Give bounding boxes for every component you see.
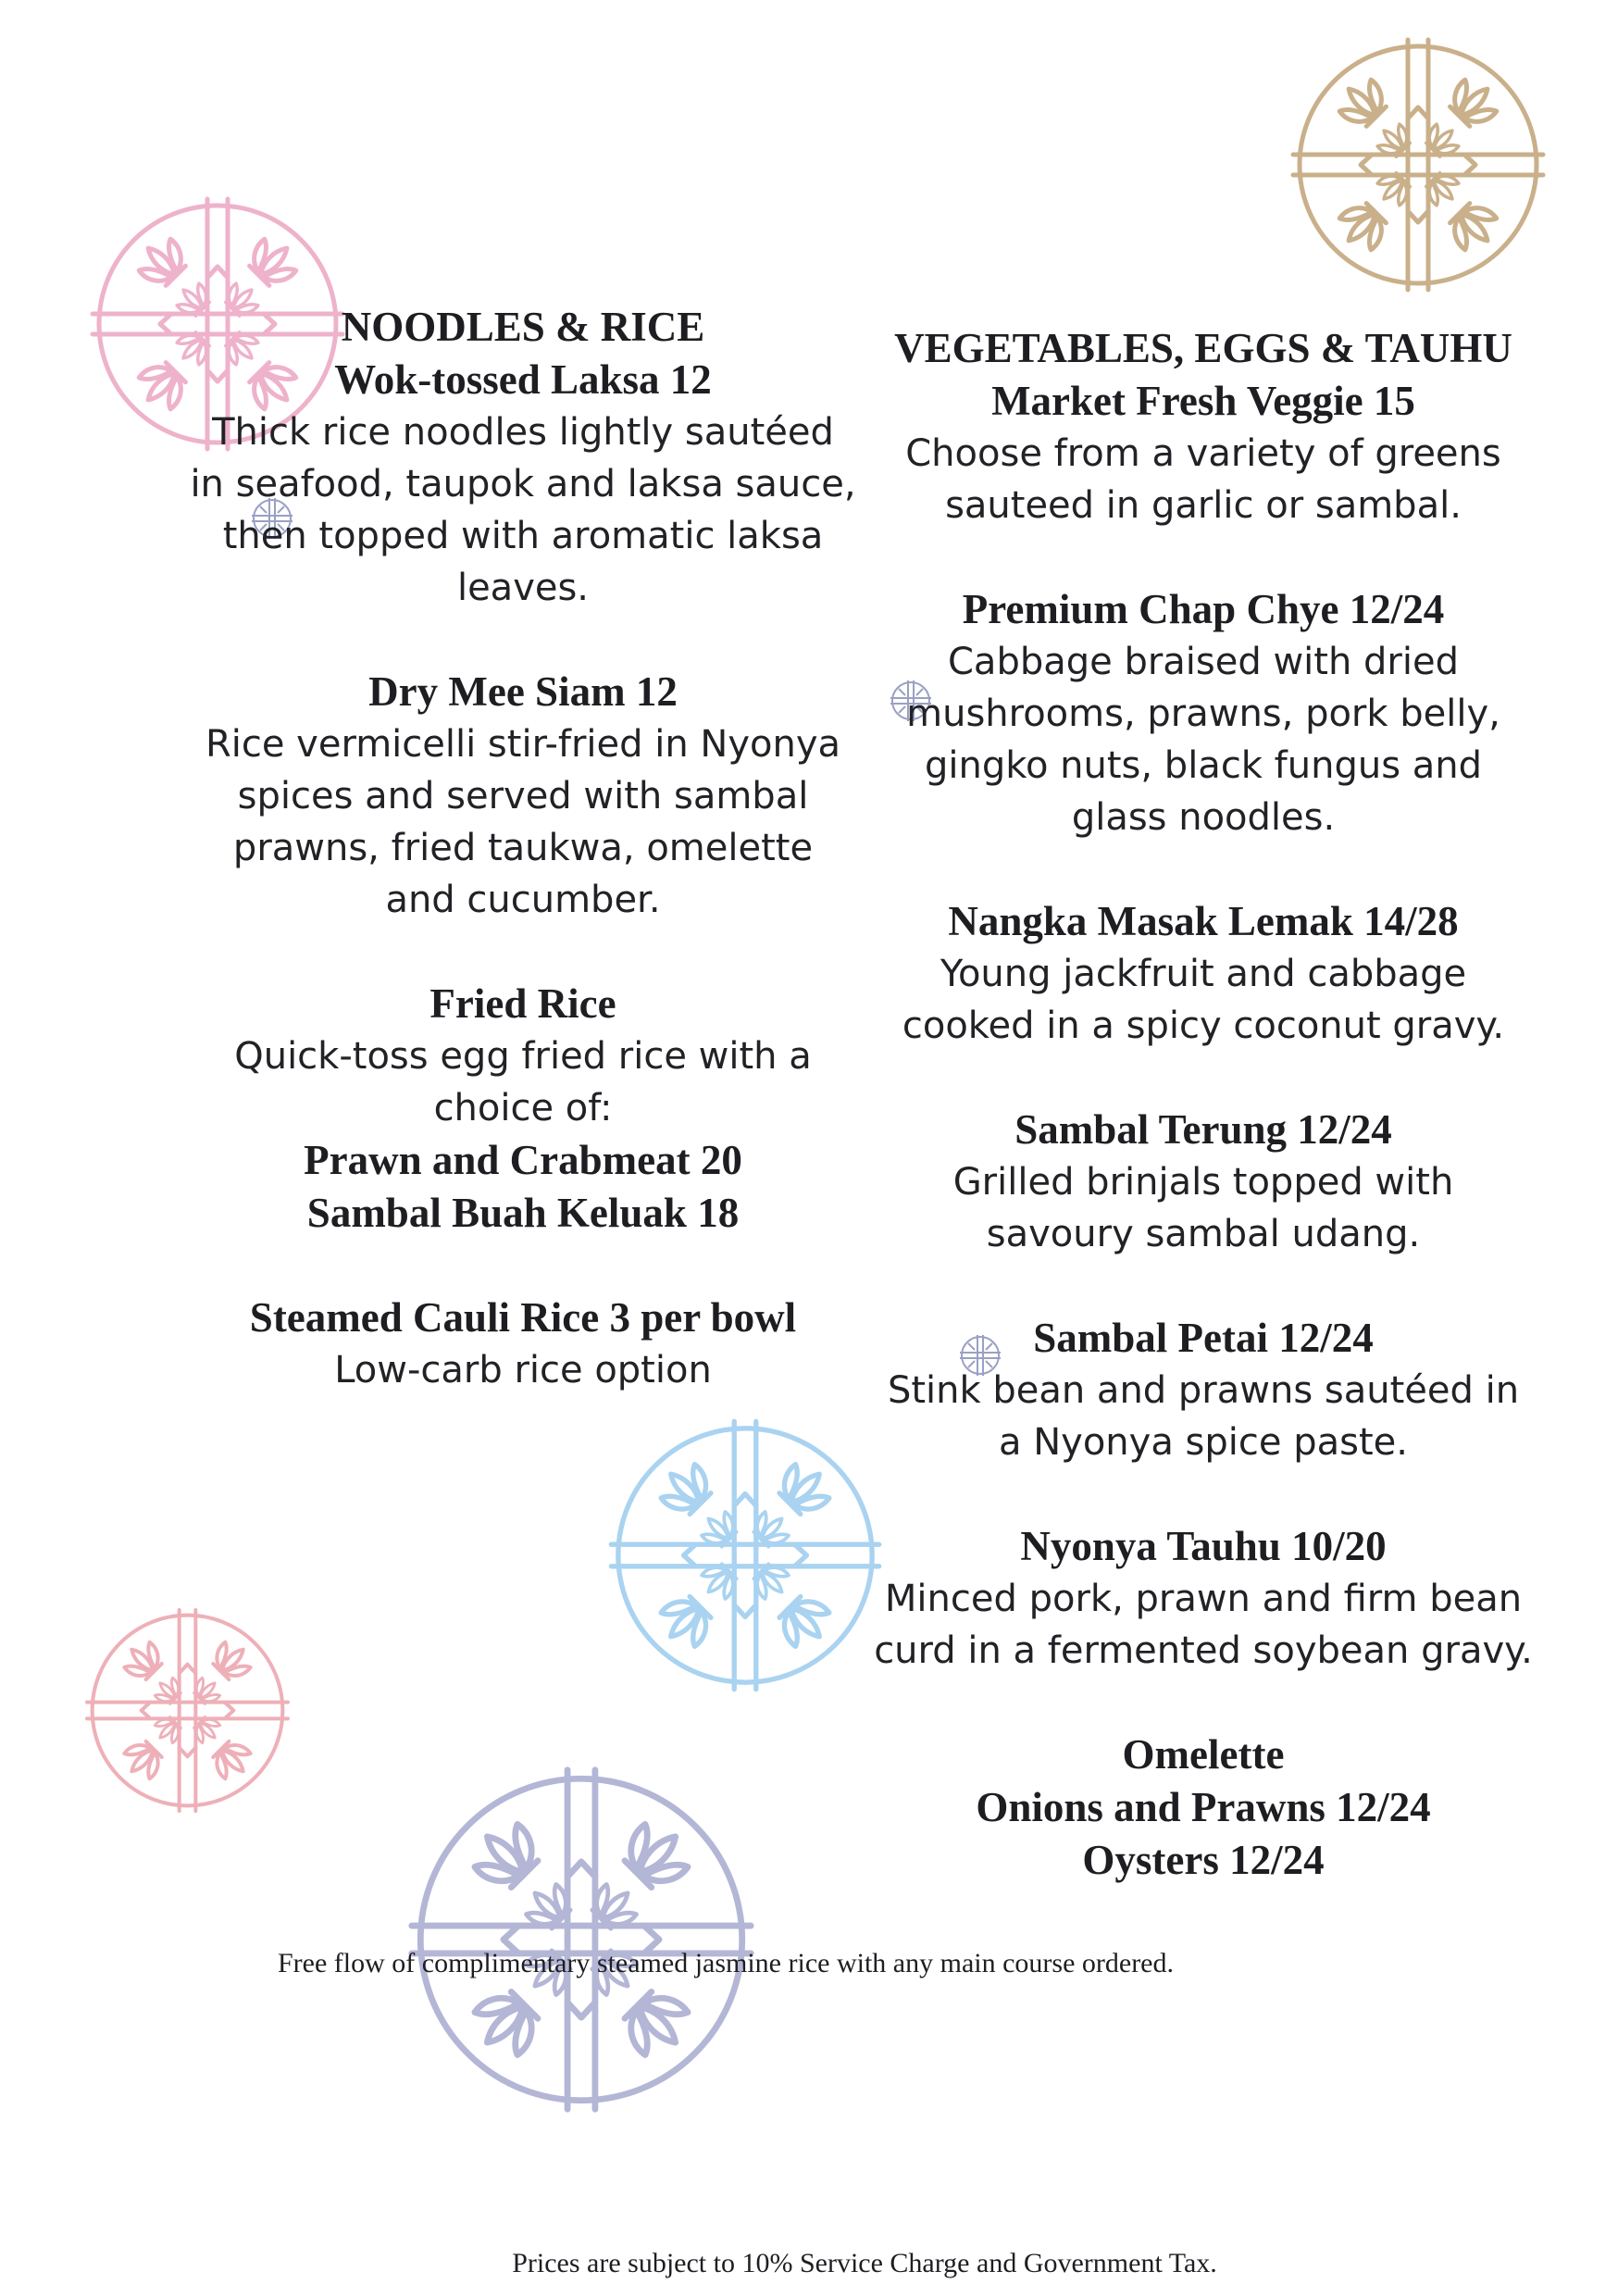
dish-name: Sambal Terung 12/24: [1014, 1106, 1392, 1153]
menu-item-nangka: [870, 895, 1537, 1052]
dish-desc-line: spices and served with sambal: [237, 775, 809, 817]
dish-option: Onions and Prawns 12/24: [976, 1784, 1431, 1830]
dish-name: Market Fresh Veggie 15: [991, 378, 1415, 424]
menu-item-chap-chye: [870, 583, 1537, 843]
dish-name: Steamed Cauli Rice 3 per bowl: [249, 1294, 797, 1341]
dish-desc-line: curd in a fermented soybean gravy.: [874, 1629, 1533, 1672]
dish-desc-line: choice of:: [433, 1087, 613, 1129]
menu-item-tauhu: [870, 1520, 1537, 1677]
gold-lotus-ornament: [1288, 35, 1548, 294]
dish-name: Dry Mee Siam 12: [368, 668, 678, 715]
dish-name: Nyonya Tauhu 10/20: [1020, 1523, 1387, 1569]
dish-desc-line: Cabbage braised with dried: [948, 641, 1459, 683]
dish-name: Fried Rice: [429, 980, 616, 1027]
dish-desc-line: in seafood, taupok and laksa sauce,: [190, 463, 856, 505]
vegetables-eggs-tauhu-section: [870, 322, 1537, 1887]
dish-desc-line: a Nyonya spice paste.: [999, 1421, 1408, 1464]
dish-desc-line: Young jackfruit and cabbage: [940, 953, 1467, 995]
dish-desc-line: glass noodles.: [1071, 796, 1336, 839]
lavender-lotus-ornament: [405, 1764, 757, 2115]
dish-desc-line: and cucumber.: [385, 879, 661, 921]
rice-note: Free flow of complimentary steamed jasmine rice with any main course ordered.: [278, 1948, 1174, 1978]
dish-desc-line: mushrooms, prawns, pork belly,: [906, 693, 1500, 735]
dish-desc-line: Choose from a variety of greens: [905, 432, 1501, 475]
dish-option: Oysters 12/24: [1082, 1837, 1325, 1883]
dish-desc-line: Quick-toss egg fried rice with a: [234, 1035, 812, 1078]
section-heading: VEGETABLES, EGGS & TAUHU: [894, 325, 1512, 371]
dish-desc-line: Minced pork, prawn and firm bean: [884, 1578, 1523, 1620]
dish-desc-line: gingko nuts, black fungus and: [924, 744, 1483, 787]
menu-item-fried-rice: [190, 978, 856, 1240]
dish-desc-line: leaves.: [456, 567, 590, 609]
dish-name: Nangka Masak Lemak 14/28: [948, 898, 1459, 944]
dish-desc-line: Low-carb rice option: [334, 1349, 712, 1391]
dish-desc-line: Thick rice noodles lightly sautéed: [212, 411, 834, 454]
menu-item-laksa: [190, 354, 856, 614]
dish-desc-line: Grilled brinjals topped with: [952, 1161, 1454, 1204]
menu-item-veggie: [870, 375, 1537, 531]
menu-item-mee-siam: [190, 666, 856, 926]
dish-option: Sambal Buah Keluak 18: [306, 1190, 740, 1236]
noodles-rice-section: [190, 301, 856, 1396]
dish-desc-line: prawns, fried taukwa, omelette: [232, 827, 814, 869]
section-heading: NOODLES & RICE: [341, 304, 705, 350]
dish-name: Premium Chap Chye 12/24: [962, 586, 1445, 632]
dish-desc-line: sauteed in garlic or sambal.: [945, 484, 1462, 527]
dish-desc-line: savoury sambal udang.: [986, 1213, 1421, 1255]
rose-lotus-ornament: [83, 1606, 292, 1815]
menu-item-petai: [870, 1312, 1537, 1468]
dish-name: Wok-tossed Laksa 12: [334, 356, 712, 403]
dish-desc-line: Rice vermicelli stir-fried in Nyonya: [205, 723, 841, 766]
menu-item-omelette: [870, 1728, 1537, 1887]
dish-desc-line: then topped with aromatic laksa: [222, 515, 824, 557]
dish-option: Prawn and Crabmeat 20: [304, 1137, 742, 1183]
dish-name: Omelette: [1122, 1731, 1285, 1778]
menu-item-cauli-rice: [190, 1292, 856, 1396]
tax-note: Prices are subject to 10% Service Charge and Government Tax.: [512, 2248, 1217, 2278]
dish-desc-line: cooked in a spicy coconut gravy.: [902, 1004, 1505, 1047]
menu-item-terung: [870, 1104, 1537, 1260]
dish-name: Sambal Petai 12/24: [1033, 1315, 1374, 1361]
dish-desc-line: Stink bean and prawns sautéed in: [887, 1369, 1520, 1412]
blue-lotus-ornament: [606, 1416, 884, 1694]
